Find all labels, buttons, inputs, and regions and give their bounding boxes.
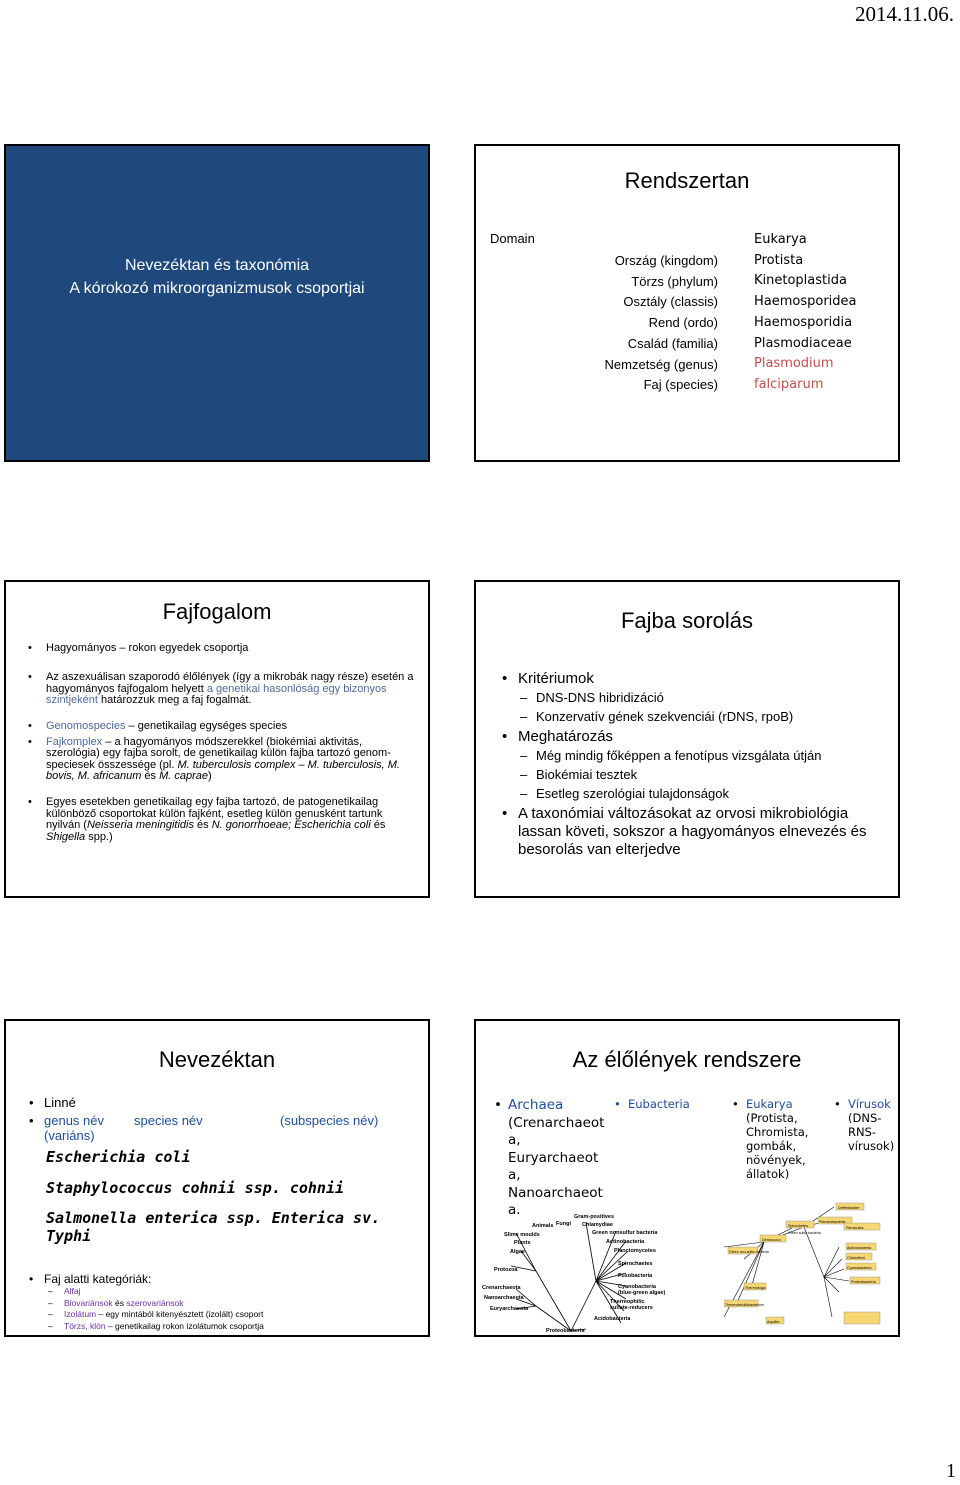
tree-label: Fusobacteria [618, 1273, 653, 1279]
rank-item: Nemzetség (genus) [604, 356, 718, 372]
slide4-title: Fajba sorolás [620, 608, 754, 633]
slide5-title: Nevezéktan [158, 1047, 276, 1072]
taxon-item-species: falciparum [754, 376, 824, 392]
rank-item: Ország (kingdom) [614, 253, 718, 268]
tree-label: Defferibacter [838, 1206, 860, 1210]
taxon-item: Kinetoplastida [754, 273, 847, 289]
slide-elolenyek-rendszere [474, 1019, 900, 1337]
tree-label: Thermodesulfobacterium [725, 1303, 764, 1307]
tree-node [844, 1312, 880, 1324]
tree-label: Deinococci [762, 1238, 781, 1242]
tree-label: Planctobacteria [819, 1220, 846, 1224]
tree-label: Thermotoga [745, 1286, 766, 1290]
rank-list [496, 251, 718, 396]
slide1-title: Nevezéktan és taxonómia A kórokozó mikroorganizmusok csoportjai [69, 257, 365, 297]
label-species: species név [134, 1113, 203, 1128]
tree-label: Proteobacteria [851, 1280, 876, 1284]
bullet-genomospecies: • Genomospecies – genetikailag egységes species [28, 721, 414, 733]
rank-item: Törzs (phylum) [631, 273, 718, 289]
sub-bullet: – Biokémiai tesztek [502, 765, 888, 784]
sub-torzs: – Törzs, klón – genetikailag rokon izolátumok csoportja [46, 1321, 264, 1333]
tree-label: Green non-sulfur bacteria [729, 1250, 769, 1254]
tree-of-life-left [476, 1211, 686, 1336]
label-genus: • genus név [44, 1113, 104, 1128]
tree-label: Spirochaetes [618, 1261, 653, 1267]
tree-label: Euryarchaeota [490, 1306, 529, 1312]
tree-label: Actinobacteria [847, 1246, 872, 1250]
subcategory-list [46, 1286, 264, 1332]
tree-label: Green sulfur bacteria [788, 1231, 821, 1235]
slide-nevezektan [4, 1019, 430, 1337]
tree-label: Slime moulds [504, 1232, 540, 1238]
tree-label: sulfate-reducers [610, 1305, 653, 1311]
column-archaea: • Archaea (Crenarchaeot a, Euryarchaeot a, Nanoarchaeot a. [508, 1097, 608, 1220]
tree-label: Cyanobacteria [847, 1266, 872, 1270]
tree-label: Green nonsulfur bacteria [592, 1230, 658, 1236]
taxon-item: Haemosporidea [754, 294, 857, 310]
fajfogalom-list-1 [28, 643, 414, 655]
rank-item: Rend (ordo) [648, 315, 718, 331]
slide-rendszertan [474, 144, 900, 462]
sub-variansok: – Biovariánsok és szerovariánsok [46, 1298, 264, 1310]
rank-item: Család (familia) [627, 335, 718, 351]
taxon-item-genus: Plasmodium [754, 356, 834, 372]
page-number: 1 [946, 1460, 956, 1482]
slide3-title: Fajfogalom [162, 599, 272, 624]
tree-label: Nanoarchaeota [484, 1295, 524, 1301]
sub-bullet: – DNS-DNS hibridizáció [502, 688, 888, 707]
taxon-list [754, 230, 857, 396]
sub-bullet: – Még mindig főképpen a fenotípus vizsgálata útján [502, 746, 888, 765]
tree-label: (blue-green algae) [618, 1290, 666, 1296]
fajba-sorolas-list [502, 668, 888, 859]
column-eukarya: • Eukarya (Protista, Chromista, gombák, növények, állatok) [746, 1097, 808, 1181]
bullet-meghatarozas: • Meghatározás [502, 727, 888, 746]
example-escherichia: Escherichia coli [46, 1148, 191, 1166]
fajfogalom-list-2 [28, 672, 414, 707]
bullet-linne: • Linné [44, 1095, 76, 1110]
bullet-taxonomic-changes: • A taxonómiai változásokat az orvosi mikrobiológia lassan követi, sokszor a hagyományos elnevezés és besorolás van elterjedve [502, 805, 888, 859]
bullet-traditional: • Hagyományos – rokon egyedek csoportja [28, 643, 414, 655]
tree-label: Chloroflexi [847, 1256, 865, 1260]
bullet-subcategories: • Faj alatti kategóriák: [44, 1272, 151, 1286]
slide-fajba-sorolas [474, 580, 900, 898]
rank-domain: Domain [490, 231, 535, 246]
tree-label: Animals [532, 1223, 554, 1229]
tree-label: Chlamydiae [582, 1222, 613, 1228]
sub-izolatum: – Izolátum – egy mintából kitenyésztett (izolált) csoport [46, 1309, 264, 1321]
tree-label: Cyanobacteria [618, 1284, 656, 1290]
slide2-title: Rendszertan [624, 168, 750, 193]
bullet-pathogenic: • Egyes esetekben genetikailag egy fajba tartozó, de patogenetikailag különböző csoportokat külön fajként, esetleg külön genusként tartunk nyilván (Neisseria meningitidis és N. gonorrhoeae; Escherichia coli és Shigella spp.) [28, 797, 414, 843]
tree-label: Algae [510, 1249, 525, 1255]
column-eubacteria: • Eubacteria [628, 1097, 690, 1111]
tree-label: Proteobacteria [546, 1328, 585, 1334]
slide-title-cover [4, 144, 430, 462]
tree-label: Actinobacteria [606, 1239, 645, 1245]
tree-label: Fungi [556, 1221, 571, 1227]
tree-label: Spirochetes [788, 1224, 809, 1228]
sub-alfaj: – Alfaj [46, 1286, 264, 1298]
tree-label: Firmicutes [846, 1226, 864, 1230]
example-salmonella: Salmonella enterica ssp. Enterica sv. Typhi [46, 1209, 381, 1245]
taxon-item: Protista [754, 252, 804, 268]
slide-fajfogalom [4, 580, 430, 898]
tree-label: Acidobacteria [594, 1316, 631, 1322]
sub-bullet: – Esetleg szerológiai tulajdonságok [502, 784, 888, 803]
example-staphylococcus: Staphylococcus cohnii ssp. cohnii [46, 1179, 345, 1197]
slide6-title: Az élőlények rendszere [572, 1047, 802, 1072]
taxon-item: Haemosporidia [754, 314, 853, 330]
bacterial-tree-right [724, 1197, 900, 1337]
label-subspecies: (subspecies név) [280, 1113, 379, 1128]
tree-label: Gram-positives [574, 1214, 615, 1220]
bullet-fajkomplex: • Fajkomplex – a hagyományos módszerekkel (biokémiai aktivitás, szerológia) egy fajba sorolt, de genetikailag külön fajba tartozó genom-speciesek összessége (pl. M. tuberculosis complex – M. tuberculosis, M. bovis, M. africanum és M. caprae) [28, 737, 414, 783]
tree-label: Crenarchaeota [482, 1285, 521, 1291]
tree-label: Planctomycetes [614, 1248, 656, 1254]
tree-label: Plants [514, 1240, 531, 1246]
column-virusok: • Vírusok (DNS- RNS- vírusok) [848, 1097, 894, 1153]
tree-label: Thermophilic [610, 1299, 645, 1305]
rank-item: Faj (species) [643, 377, 718, 393]
tree-label: Protozoa [494, 1267, 518, 1273]
fajfogalom-list-4 [28, 797, 414, 843]
rank-item: Osztály (classis) [623, 294, 718, 310]
bullet-kriteriumok: • Kritériumok [502, 669, 888, 688]
document-date: 2014.11.06. [855, 2, 954, 26]
sub-bullet: – Konzervatív gének szekvenciái (rDNS, rpoB) [502, 707, 888, 726]
fajfogalom-list-3 [28, 721, 414, 783]
tree-label: Aquifex [767, 1320, 780, 1324]
label-varians: (variáns) [44, 1128, 95, 1143]
taxon-item: Plasmodiaceae [754, 335, 852, 351]
taxon-item: Eukarya [754, 232, 807, 247]
bullet-asexual: • Az aszexuálisan szaporodó élőlények (így a mikrobák nagy része) esetén a hagyományos fajfogalom helyett a genetikai hasonlóság egy bizonyos szintjeként határozzuk meg a faj fogalmát. [28, 672, 414, 707]
